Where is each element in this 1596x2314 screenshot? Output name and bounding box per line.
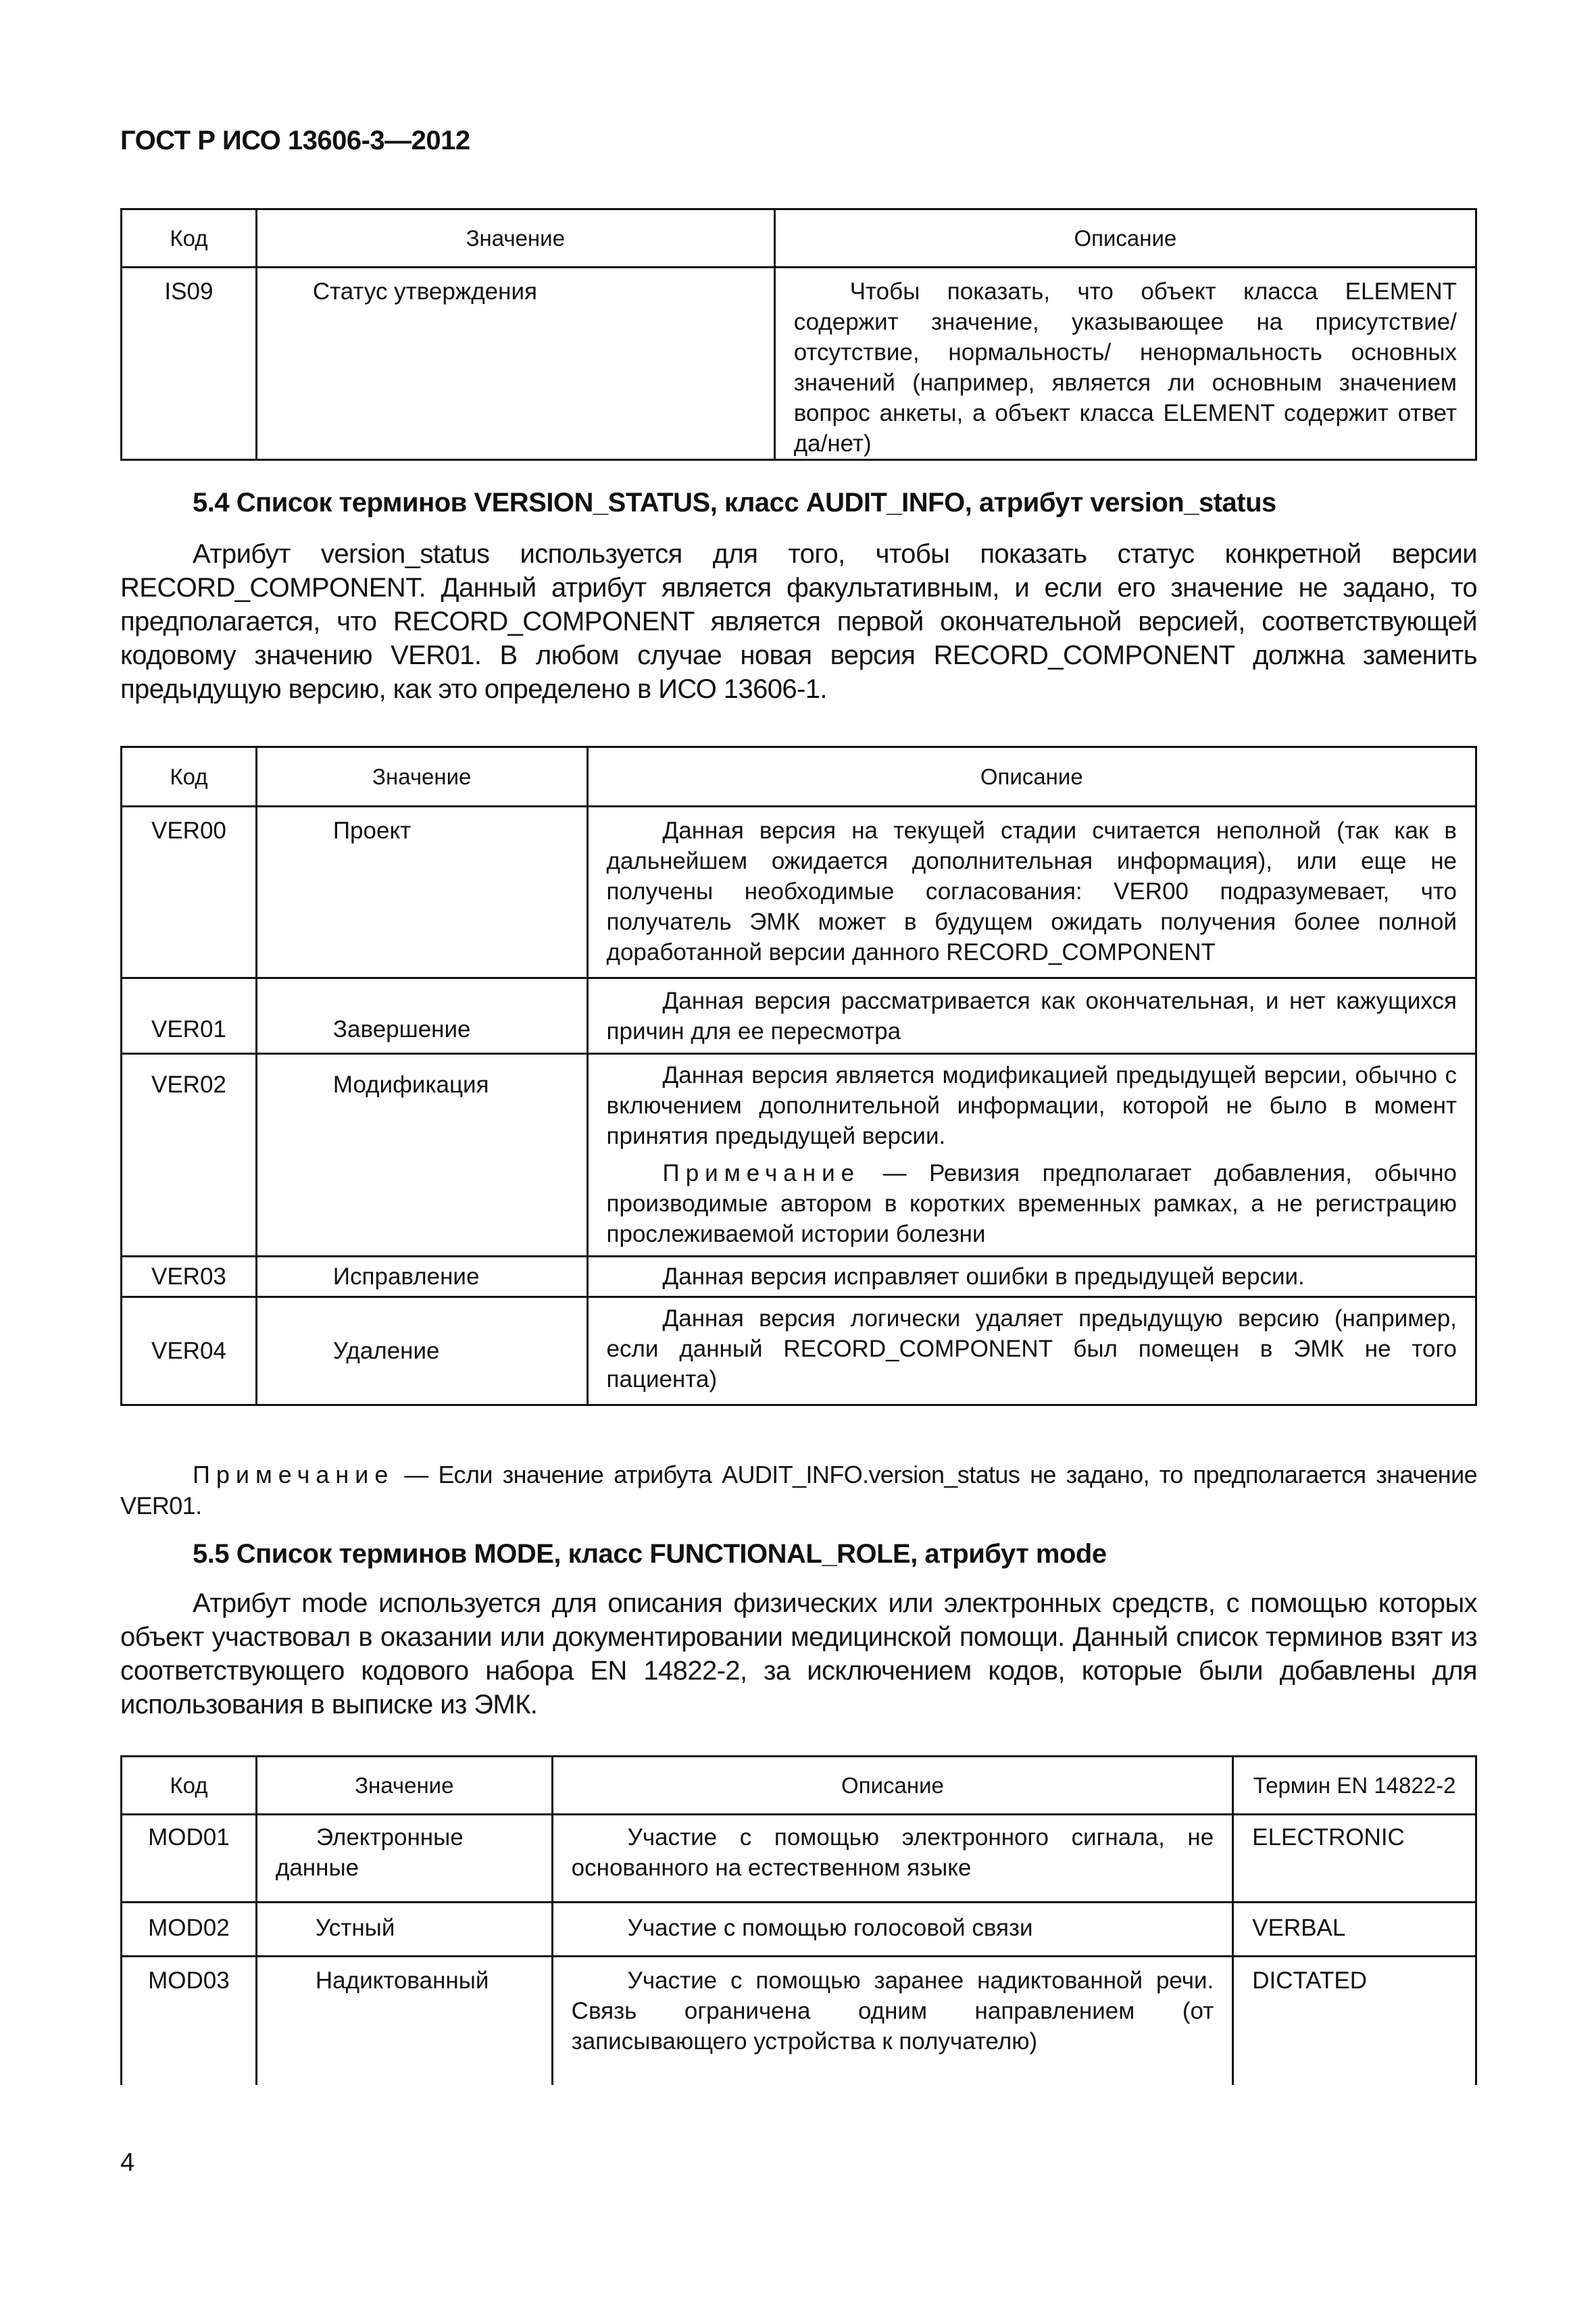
value-cell: Модификация (256, 1054, 587, 1257)
code-cell: VER04 (122, 1297, 257, 1405)
col-header-description: Описание (552, 1757, 1233, 1815)
code-cell: MOD02 (122, 1903, 257, 1957)
description-cell: Участие с помощью голосовой связи (552, 1903, 1233, 1957)
col-header-value: Значение (256, 747, 587, 807)
col-header-code: Код (122, 209, 257, 268)
note-text: — Если значение атрибута AUDIT_INFO.version_status не задано, то предполагается значение VER01. (120, 1461, 1477, 1519)
description-text: Данная версия является модификацией предыдущей версии, обычно с включением дополнительной информации, которой не было в момент принятия предыдущей версии. (606, 1062, 1457, 1149)
description-cell: Чтобы показать, что объект класса ELEMENT содержит значение, указывающее на присутствие/отсутствие, нормальность/ ненормальность основных значений (например, является ли основным значением вопрос анкеты, а объект класса ELEMENT содержит ответ да/нет) (774, 268, 1476, 460)
code-cell: VER02 (122, 1054, 257, 1257)
en-term-cell: ELECTRONIC (1233, 1815, 1476, 1903)
en-term-cell: VERBAL (1233, 1903, 1476, 1957)
description-cell: Участие с помощью заранее надиктованной речи. Связь ограничена одним направлением (от записывающего устройства к получателю) (552, 1957, 1233, 2085)
table-row (122, 1297, 1476, 1405)
table-approval-status (120, 208, 1477, 461)
section-5-5-heading: 5.5 Список терминов MODE, класс FUNCTIONAL_ROLE, атрибут mode (193, 1539, 1107, 1569)
table-row (122, 268, 1476, 460)
description-cell: Участие с помощью электронного сигнала, не основанного на естественном языке (552, 1815, 1233, 1903)
section-5-4-paragraph: Атрибут version_status используется для того, чтобы показать статус конкретной версии RECORD_COMPONENT. Данный атрибут является факультативным, и если его значение не задано, то предполагается, что RECORD_COMPONENT является первой окончательной версией, соответствующей кодовому значению VER01. В любом случае новая версия RECORD_COMPONENT должна заменить предыдущую версию, как это определено в ИСО 13606-1. (120, 539, 1477, 704)
value-cell: Электронные данные (256, 1815, 552, 1903)
table-row (122, 1903, 1476, 1957)
table-row (122, 1257, 1476, 1297)
col-header-code: Код (122, 747, 257, 807)
page-number: 4 (120, 2148, 135, 2177)
en-term-cell: DICTATED (1233, 1957, 1476, 2085)
description-cell (587, 1054, 1476, 1257)
value-cell: Завершение (256, 978, 587, 1054)
col-header-value: Значение (256, 209, 774, 268)
table-row (122, 807, 1476, 978)
note-text: — Ревизия предполагает добавления, обычно производимые автором в коротких временных рамках, а не регистрацию прослеживаемой истории болезни (606, 1160, 1457, 1247)
section-5-5-paragraph: Атрибут mode используется для описания физических или электронных средств, с помощью которых объект участвовал в оказании или документировании медицинской помощи. Данный список терминов взят из соответствующего кодового набора EN 14822-2, за исключением кодов, которые были добавлены для использования в выписке из ЭМК. (120, 1588, 1477, 1719)
note-label: Примечание (662, 1160, 861, 1186)
description-cell: Данная версия рассматривается как окончательная, и нет кажущихся причин для ее пересмотра (587, 978, 1476, 1054)
col-header-value: Значение (256, 1757, 552, 1815)
code-cell: MOD03 (122, 1957, 257, 2085)
value-cell: Устный (256, 1903, 552, 1957)
value-cell: Статус утверждения (256, 268, 774, 460)
table-row (122, 978, 1476, 1054)
value-cell: Удаление (256, 1297, 587, 1405)
table-version-status (120, 746, 1477, 1406)
code-cell: VER01 (122, 978, 257, 1054)
code-cell: VER00 (122, 807, 257, 978)
value-cell: Исправление (256, 1257, 587, 1297)
description-cell: Данная версия исправляет ошибки в предыдущей версии. (587, 1257, 1476, 1297)
value-cell: Проект (256, 807, 587, 978)
col-header-description: Описание (774, 209, 1476, 268)
code-cell: MOD01 (122, 1815, 257, 1903)
note-label: Примечание (193, 1461, 395, 1488)
value-cell: Надиктованный (256, 1957, 552, 2085)
col-header-en-term: Термин EN 14822-2 (1233, 1757, 1476, 1815)
section-5-4-heading: 5.4 Список терминов VERSION_STATUS, класс AUDIT_INFO, атрибут version_status (193, 488, 1276, 518)
table-row (122, 1815, 1476, 1903)
code-cell: VER03 (122, 1257, 257, 1297)
description-cell: Данная версия логически удаляет предыдущую версию (например, если данный RECORD_COMPONENT был помещен в ЭМК не того пациента) (587, 1297, 1476, 1405)
code-cell: IS09 (122, 268, 257, 460)
table-mode (120, 1755, 1477, 2085)
col-header-description: Описание (587, 747, 1476, 807)
document-header: ГОСТ Р ИСО 13606-3—2012 (120, 126, 470, 155)
description-cell: Данная версия на текущей стадии считается неполной (так как в дальнейшем ожидается дополнительная информация), или еще не получены необходимые согласования: VER00 подразумевает, что получатель ЭМК может в будущем ожидать получения более полной доработанной версии данного RECORD_COMPONENT (587, 807, 1476, 978)
table-note (607, 1158, 1457, 1249)
note-version-status (120, 1459, 1477, 1521)
table-row (122, 1054, 1476, 1257)
col-header-code: Код (122, 1757, 257, 1815)
table-row (122, 1957, 1476, 2085)
